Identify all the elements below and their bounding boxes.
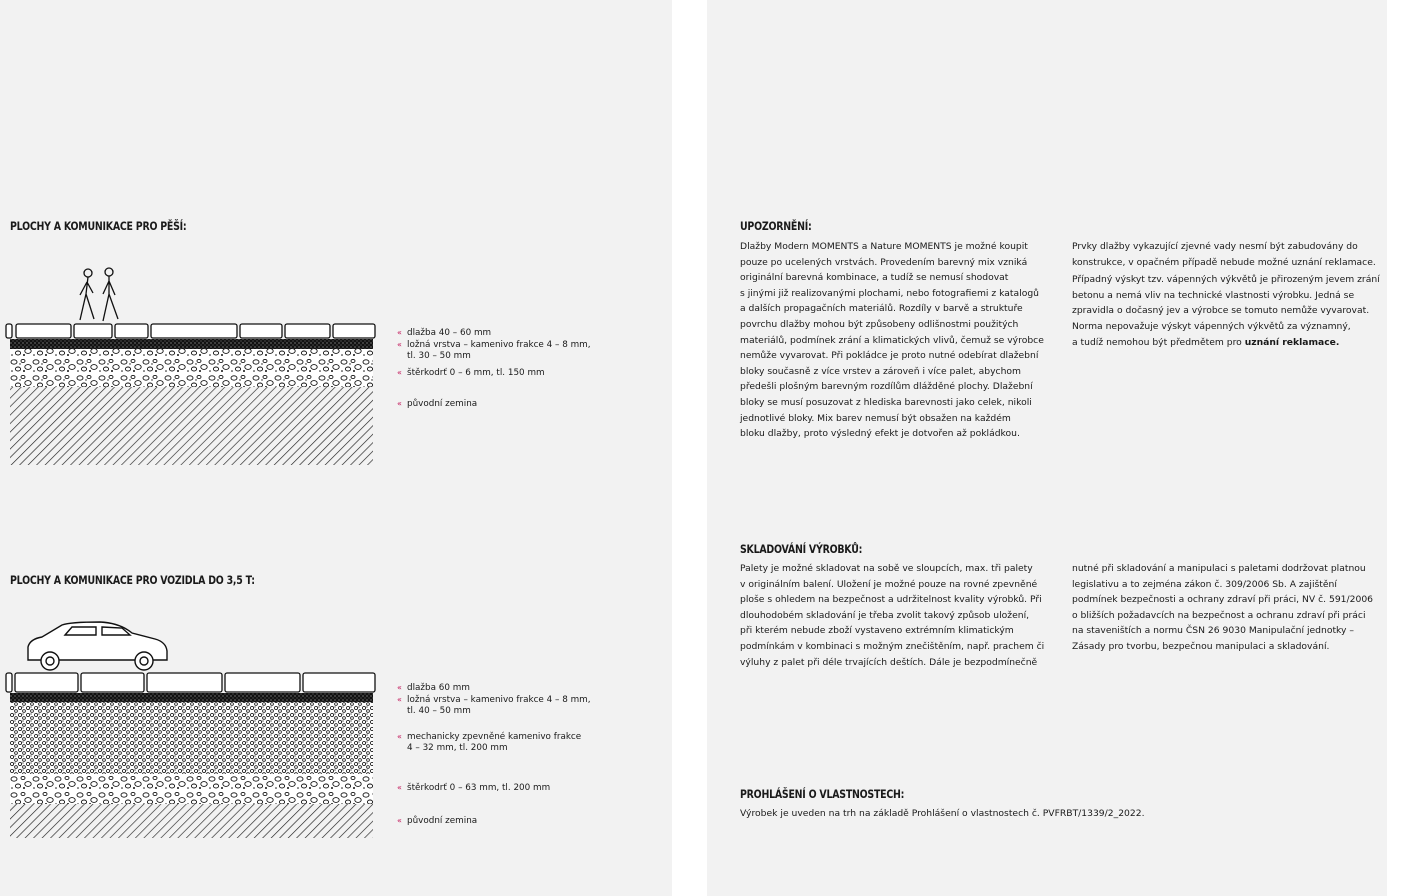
storage-column-2: nutné při skladování a manipulaci s paletami dodržovat platnou legislativu a to zejména zákon č. 309/2006 Sb. A zajištění podmínek bezpečnosti a ochrany zdraví při práci, NV č. 591/2006 o bližších požadavcích na bezpečnost a ochranu zdraví při práci na staveništích a normu ČSN 26 9030 Manipulační jednotky – Zásady pro tvorbu, bezpečnou manipulaci a skladování. bbox=[1072, 563, 1374, 652]
storage-heading: SKLADOVÁNÍ VÝROBKŮ: bbox=[740, 542, 863, 556]
gravel-layer bbox=[10, 349, 373, 387]
declaration-text: Výrobek je uveden na trh na základě Prohlášení o vlastnostech č. PVFRBT/1339/2_2022. bbox=[740, 808, 1145, 819]
pedestrian-heading: PLOCHY A KOMUNIKACE PRO PĚŠÍ: bbox=[10, 219, 187, 233]
bullet-icon: « bbox=[397, 695, 402, 704]
warning-column-2: Prvky dlažby vykazující zjevné vady nesmí být zabudovány do konstrukce, v opačném případě nebude možné uznání reklamace. Případný výskyt tzv. vápenných výkvětů je přirozeným jevem zrání betonu a nemá vliv na technické vlastnosti výrobku. Jedná se zpravidla o dočasný jev a výrobce se tomuto nemůže vyvarovat. Norma nepovažuje výskyt vápenných výkvětů za významný, a tudíž nemohou být předmětem pro uznání reklamace. bbox=[1072, 241, 1380, 348]
subsoil-layer bbox=[10, 387, 373, 465]
vehicle-cross-section-diagram bbox=[10, 615, 375, 840]
bedding-layer bbox=[10, 339, 373, 349]
bedding-layer bbox=[10, 693, 373, 702]
bullet-icon: « bbox=[397, 683, 402, 692]
paving-blocks bbox=[6, 673, 375, 692]
subsoil-layer bbox=[10, 804, 373, 838]
bullet-icon: « bbox=[397, 368, 402, 377]
pedestrians-icon bbox=[80, 268, 118, 321]
bullet-icon: « bbox=[397, 732, 402, 741]
pedestrian-cross-section-diagram bbox=[10, 262, 375, 467]
bullet-icon: « bbox=[397, 340, 402, 349]
storage-column-1: Palety je možné skladovat na sobě ve sloupcích, max. tři palety v originálním balení. Uložení je možné pouze na rovné zpevněné ploše s ohledem na bezpečnost a udržitelnost kvality výrobků. Při dlouhodobém skladování je třeba zvolit takový způsob uložení, při kterém nebude zboží vystaveno extrémním klimatickým podmínkám v kombinaci s možným znečištěním, např. prachem či výluhy z palet při déle trvajících deštích. Dále je bezpodmínečně bbox=[740, 563, 1045, 668]
vehicles-heading: PLOCHY A KOMUNIKACE PRO VOZIDLA DO 3,5 T: bbox=[10, 573, 255, 587]
warning-heading: UPOZORNĚNÍ: bbox=[740, 219, 812, 233]
car-icon bbox=[28, 622, 167, 670]
declaration-heading: PROHLÁŠENÍ O VLASTNOSTECH: bbox=[740, 787, 905, 801]
right-page bbox=[707, 0, 1387, 896]
bullet-icon: « bbox=[397, 328, 402, 337]
bullet-icon: « bbox=[397, 783, 402, 792]
gravel-layer bbox=[10, 774, 373, 804]
paving-blocks bbox=[6, 324, 375, 338]
mechanically-stabilised-layer bbox=[10, 702, 373, 774]
bullet-icon: « bbox=[397, 399, 402, 408]
warning-column-1: Dlažby Modern MOMENTS a Nature MOMENTS je možné koupit pouze po ucelených vrstvách. Provedením barevný mix vzniká originální barevná kombinace, a tudíž se nemusí shodovat s jinými již realizovanými plochami, nebo fotografiemi z katalogů a dalších propagačních materiálů. Rozdíly v barvě a struktuře povrchu dlažby mohou být způsobeny odlišnostmi použitých materiálů, podmínek zrání a klimatických vlivů, čemuž se výrobce nemůže vyvarovat. Při pokládce je proto nutné odebírat dlažební bloky současně z více vrstev a zároveň i více palet, abychom předešli plošným barevným rozdílům dlážděné plochy. Dlažební bloky se musí posuzovat z hlediska barevnosti jako celek, nikoli jednotlivé bloky. Mix barev nemusí být obsažen na každém bloku dlažby, proto výsledný efekt je dotvořen až pokládkou. bbox=[740, 241, 1044, 440]
bullet-icon: « bbox=[397, 816, 402, 825]
